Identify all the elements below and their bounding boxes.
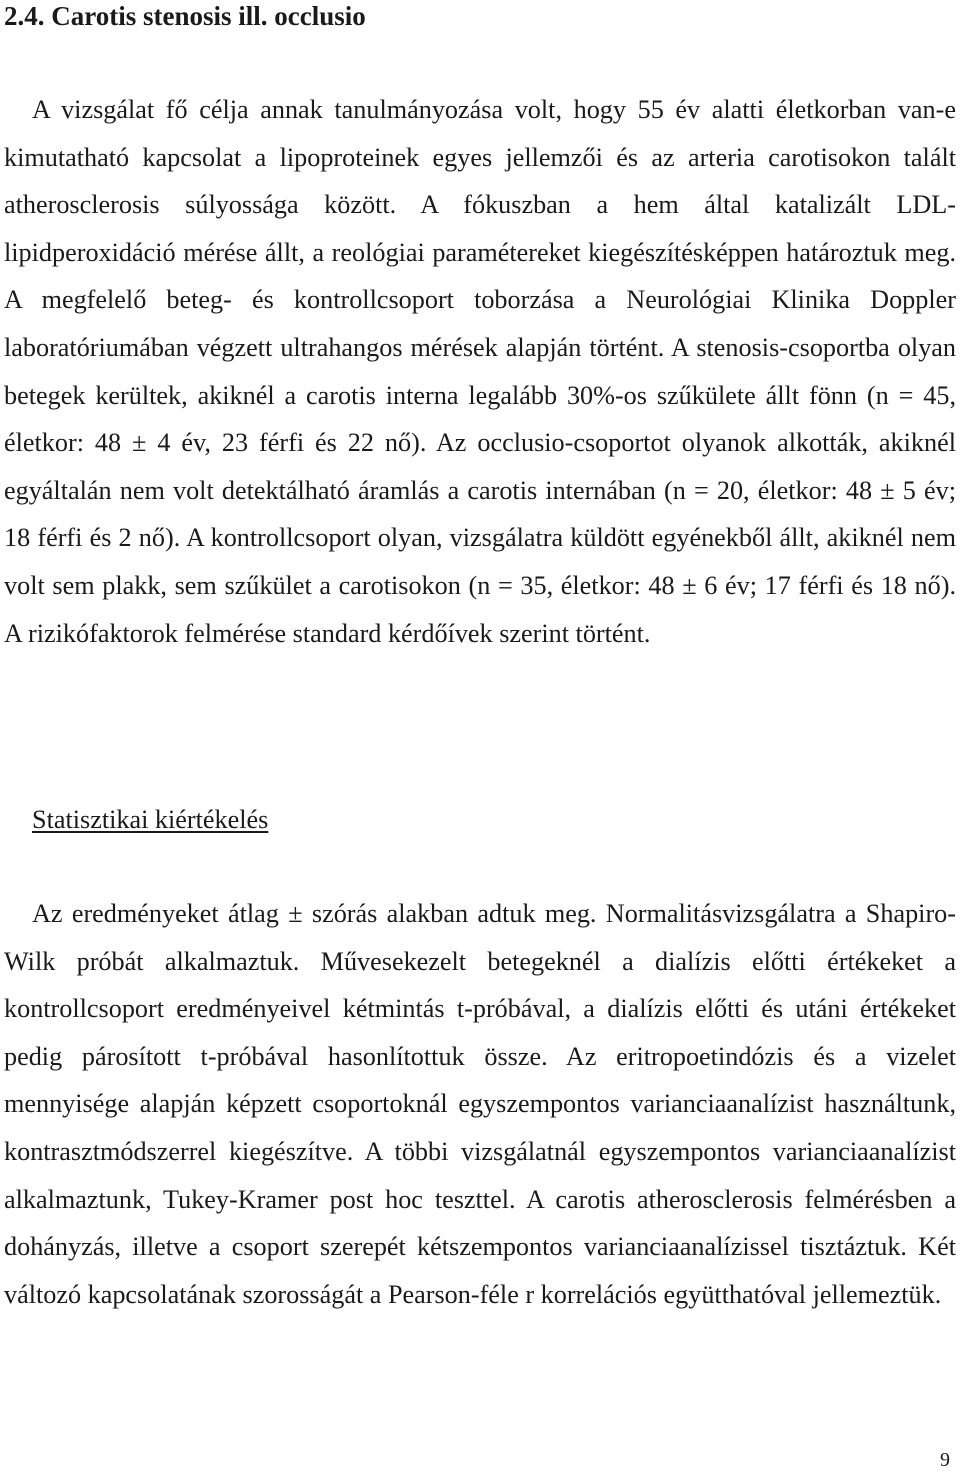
subheading-statistics: Statisztikai kiértékelés	[32, 805, 269, 834]
body-paragraph-study-aim: A vizsgálat fő célja annak tanulmányozása volt, hogy 55 év alatti életkorban van-e kimutatható kapcsolat a lipoproteinek egyes jellemzői és az arteria carotisokon talált atherosclerosis súlyossága között. A fókuszban a hem által katalizált LDL-lipidperoxidáció mérése állt, a reológiai paramétereket kiegészítésképpen határoztuk meg. A megfelelő beteg- és kontrollcsoport toborzása a Neurológiai Klinika Doppler laboratóriumában végzett ultrahangos mérések alapján történt. A stenosis-csoportba olyan betegek kerültek, akiknél a carotis interna legalább 30%-os szűkülete állt fönn (n = 45, életkor: 48 ± 4 év, 23 férfi és 22 nő). Az occlusio-csoportot olyanok alkották, akiknél egyáltalán nem volt detektálható áramlás a carotis internában (n = 20, életkor: 48 ± 5 év; 18 férfi és 2 nő). A kontrollcsoport olyan, vizsgálatra küldött egyénekből állt, akiknél nem volt sem plakk, sem szűkület a carotisokon (n = 35, életkor: 48 ± 6 év; 17 férfi és 18 nő). A rizikófaktorok felmérése standard kérdőívek szerint történt.	[4, 95, 956, 648]
page-number: 9	[940, 1449, 950, 1471]
body-paragraph-statistics: Az eredményeket átlag ± szórás alakban adtuk meg. Normalitásvizsgálatra a Shapiro-Wilk próbát alkalmaztuk. Művesekezelt betegeknél a dialízis előtti értékeket a kontrollcsoport eredményeivel kétmintás t-próbával, a dialízis előtti és utáni értékeket pedig párosított t-próbával hasonlítottuk össze. Az eritropoetindózis és a vizelet mennyisége alapján képzett csoportoknál egyszempontos varianciaanalízist használtunk, kontrasztmódszerrel kiegészítve. A többi vizsgálatnál egyszempontos varianciaanalízist alkalmaztunk, Tukey-Kramer post hoc teszttel. A carotis atherosclerosis felmérésben a dohányzás, illetve a csoport szerepét kétszempontos varianciaanalízissel tisztáztuk. Két változó kapcsolatának szorosságát a Pearson-féle r korrelációs együtthatóval jellemeztük.	[4, 899, 956, 1309]
section-heading: 2.4. Carotis stenosis ill. occlusio	[4, 1, 366, 31]
